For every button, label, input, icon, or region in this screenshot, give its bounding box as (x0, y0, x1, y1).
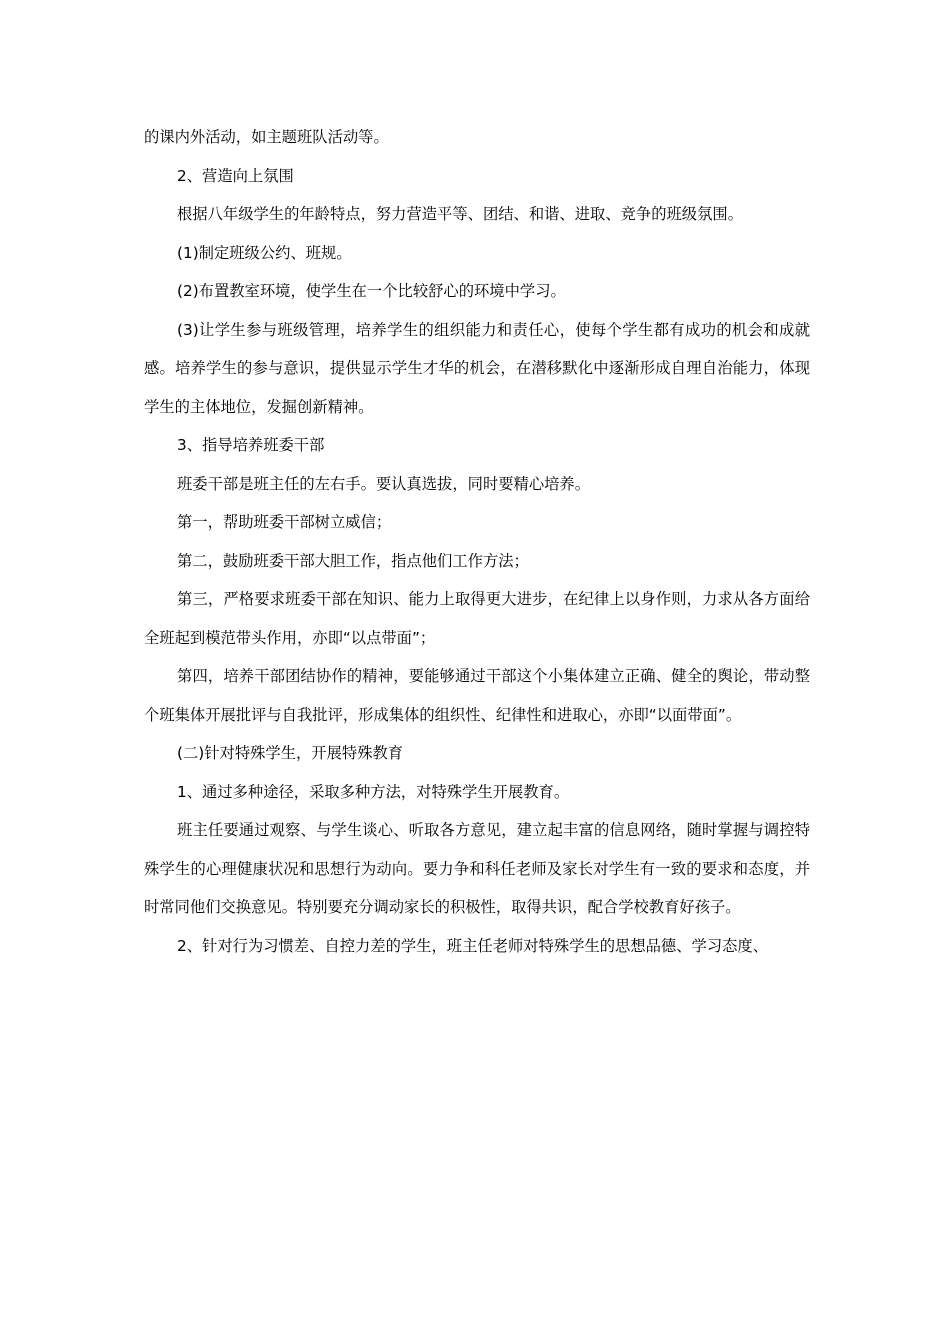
list-item: 第三，严格要求班委干部在知识、能力上取得更大进步，在纪律上以身作则，力求从各方面给全班起到模范带头作用，亦即“以点带面”； (144, 590, 810, 647)
paragraph: 的课内外活动，如主题班队活动等。 (144, 128, 389, 146)
list-item: (3)让学生参与班级管理，培养学生的组织能力和责任心，使每个学生都有成功的机会和成就感。培养学生的参与意识，提供显示学生才华的机会，在潜移默化中逐渐形成自理自治能力，体现学生的主体地位，发掘创新精神。 (144, 320, 810, 416)
section-heading-1: 1、通过多种途径，采取多种方法，对特殊学生开展教育。 (177, 782, 570, 801)
document-body (144, 118, 810, 965)
paragraph: 班委干部是班主任的左右手。要认真选拔，同时要精心培养。 (177, 474, 591, 493)
paragraph: 2、针对行为习惯差、自控力差的学生，班主任老师对特殊学生的思想品德、学习态度、 (177, 936, 769, 955)
list-item: (2)布置教室环境，使学生在一个比较舒心的环境中学习。 (177, 282, 566, 300)
section-heading-3: 3、指导培养班委干部 (177, 436, 325, 454)
section-heading-2: 2、营造向上氛围 (177, 166, 294, 185)
list-item: 第二，鼓励班委干部大胆工作，指点他们工作方法； (177, 551, 529, 570)
list-item: (1)制定班级公约、班规。 (177, 243, 352, 262)
list-item: 第四，培养干部团结协作的精神，要能够通过干部这个小集体建立正确、健全的舆论，带动整个班集体开展批评与自我批评，形成集体的组织性、纪律性和进取心，亦即“以面带面”。 (144, 667, 810, 724)
list-item: 第一，帮助班委干部树立威信； (177, 513, 392, 531)
section-heading-special: (二)针对特殊学生，开展特殊教育 (177, 744, 404, 762)
paragraph: 根据八年级学生的年龄特点，努力营造平等、团结、和谐、进取、竞争的班级氛围。 (177, 205, 743, 223)
paragraph: 班主任要通过观察、与学生谈心、听取各方意见，建立起丰富的信息网络，随时掌握与调控特殊学生的心理健康状况和思想行为动向。要力争和科任老师及家长对学生有一致的要求和态度，并时常同他们交换意见。特别要充分调动家长的积极性，取得共识，配合学校教育好孩子。 (144, 821, 810, 916)
